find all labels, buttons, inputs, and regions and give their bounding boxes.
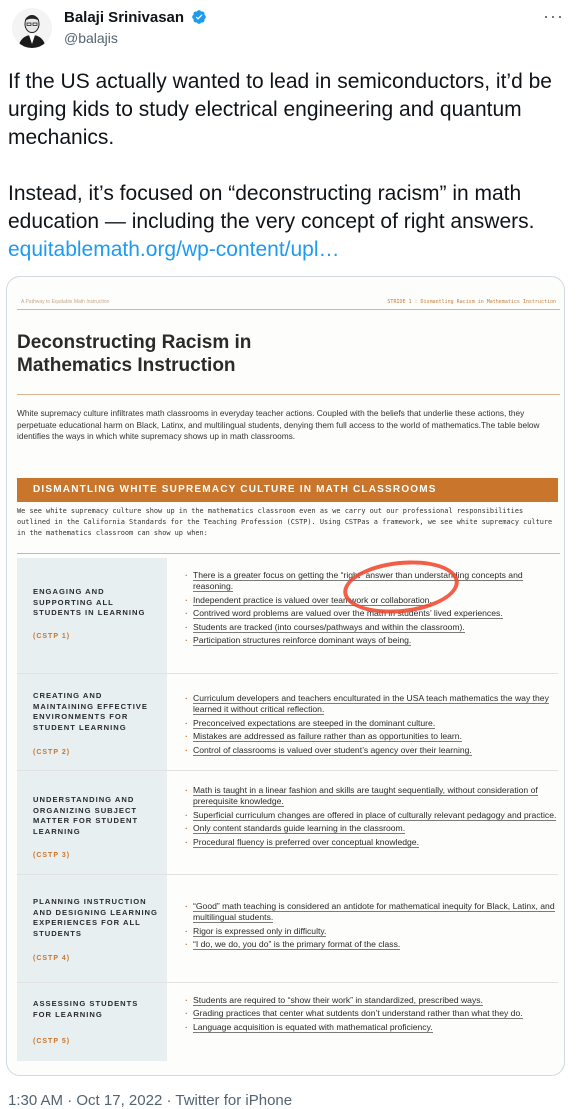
row-items [185, 901, 557, 953]
row-label: ASSESSING STUDENTS FOR LEARNING [33, 999, 139, 1019]
row-label-cell [17, 983, 167, 1061]
list-item: · Independent practice is valued over teamwork or collaboration. [185, 595, 557, 606]
list-item: · There is a greater focus on getting the “right” answer than understanding concepts and reasoning. [185, 570, 557, 593]
list-item: · Only content standards guide learning in the classroom. [185, 823, 557, 834]
tweet-timestamp [8, 1092, 292, 1109]
table-row [17, 875, 558, 983]
list-item: · Participation structures reinforce dominant ways of being. [185, 635, 557, 646]
row-cstp: (CSTP 3) [33, 852, 71, 859]
tweet-client[interactable]: Twitter for iPhone [175, 1092, 293, 1109]
list-item: · Curriculum developers and teachers enculturated in the USA teach mathematics the way they learned it without critical reflection. [185, 693, 557, 716]
doc-header-left: A Pathway to Equitable Math Instruction [21, 299, 110, 305]
row-cstp: (CSTP 5) [33, 1038, 71, 1045]
doc-header-rule [17, 309, 560, 310]
list-item: · Superficial curriculum changes are offered in place of culturally relevant pedagogy and practice. [185, 810, 557, 821]
avatar-portrait-icon [12, 8, 52, 48]
list-item: · Students are required to “show their work” in standardized, prescribed ways. [185, 995, 557, 1006]
tweet-paragraph-2-text: Instead, it’s focused on “deconstructing racism” in math education — including the very concept of right answers. [8, 182, 535, 233]
doc-banner: DISMANTLING WHITE SUPREMACY CULTURE IN MATH CLASSROOMS [17, 478, 558, 502]
tweet-paragraph-2 [8, 180, 568, 264]
author-name-text: Balaji Srinivasan [64, 9, 185, 26]
table-row [17, 983, 558, 1061]
table-row [17, 674, 558, 771]
list-item: · “I do, we do, you do” is the primary format of the class. [185, 939, 557, 950]
tweet-media-image[interactable] [6, 276, 565, 1076]
tweet-time[interactable]: 1:30 AM [8, 1092, 64, 1109]
row-label: PLANNING INSTRUCTION AND DESIGNING LEARNING EXPERIENCES FOR ALL STUDENTS [33, 897, 158, 938]
author-handle[interactable]: @balajis [64, 30, 118, 46]
doc-title [17, 331, 251, 377]
doc-title-line-1: Deconstructing Racism in [17, 332, 252, 353]
table-row [17, 771, 558, 875]
list-item: · “Good” math teaching is considered an antidote for mathematical inequity for Black, Latinx, and multilingual students. [185, 901, 557, 924]
separator: · [166, 1092, 172, 1109]
tweet-paragraph-1: If the US actually wanted to lead in semiconductors, it’d be urging kids to study electrical engineering and quantum mechanics. [8, 70, 552, 149]
doc-table-rule [17, 553, 560, 554]
doc-banner-text: We see white supremacy culture show up in the mathematics classroom even as we carry out our professional responsibilities outlined in the California Standards for the Teaching Profession (CSTP). Using CSTPas a framework, we see white supremacy culture in the mathematics classroom can show up when: [17, 507, 553, 537]
table-row [17, 558, 558, 674]
list-item: · Control of classrooms is valued over student’s agency over their learning. [185, 745, 557, 756]
list-item: · Students are tracked (into courses/pathways and within the classroom). [185, 622, 557, 633]
row-cstp: (CSTP 2) [33, 749, 71, 756]
tweet-link[interactable]: equitablemath.org/wp-content/upl… [8, 238, 340, 261]
row-cstp: (CSTP 4) [33, 955, 71, 962]
row-label: CREATING AND MAINTAINING EFFECTIVE ENVIRONMENTS FOR STUDENT LEARNING [33, 691, 148, 732]
row-label: ENGAGING AND SUPPORTING ALL STUDENTS IN LEARNING [33, 587, 146, 617]
row-items [185, 995, 557, 1035]
list-item: · Grading practices that center what sutdents don’t understand rather than what they do. [185, 1008, 557, 1019]
list-item: · Language acquisition is equated with mathematical proficiency. [185, 1022, 557, 1033]
tweet-text [8, 68, 568, 292]
verified-badge-icon [191, 9, 207, 25]
avatar[interactable] [12, 8, 52, 48]
more-options-icon[interactable]: ··· [543, 6, 564, 26]
separator: · [67, 1092, 73, 1109]
list-item: · Mistakes are addressed as failure rather than as opportunities to learn. [185, 731, 557, 742]
doc-intro: White supremacy culture infiltrates math classrooms in everyday teacher actions. Coupled with the beliefs that underlie these actions, they perpetuate educational harm on Black, Latinx, and multilingual students, denying them full access to the world of mathematics.The table below identifies the ways in which white supremacy shows up in math classrooms. [17, 408, 540, 441]
document-page [7, 277, 565, 1076]
doc-title-line-2: Mathematics Instruction [17, 355, 236, 376]
row-cstp: (CSTP 1) [33, 633, 71, 640]
list-item: · Preconceived expectations are steeped in the dominant culture. [185, 718, 557, 729]
list-item: · Contrived word problems are valued over the math in students’ lived experiences. [185, 608, 557, 619]
row-items [185, 693, 557, 758]
author-name[interactable] [64, 9, 207, 26]
row-label: UNDERSTANDING AND ORGANIZING SUBJECT MATTER FOR STUDENT LEARNING [33, 795, 139, 836]
list-item: · Math is taught in a linear fashion and skills are taught sequentially, without consideration of prerequisite knowledge. [185, 785, 557, 808]
tweet-date[interactable]: Oct 17, 2022 [76, 1092, 163, 1109]
doc-title-rule [17, 394, 560, 395]
doc-header-right: STRIDE 1 : Dismantling Racism in Mathematics Instruction [387, 299, 556, 305]
row-items [185, 785, 557, 850]
list-item: · Rigor is expressed only in difficulty. [185, 926, 557, 937]
list-item: · Procedural fluency is preferred over conceptual knowledge. [185, 837, 557, 848]
